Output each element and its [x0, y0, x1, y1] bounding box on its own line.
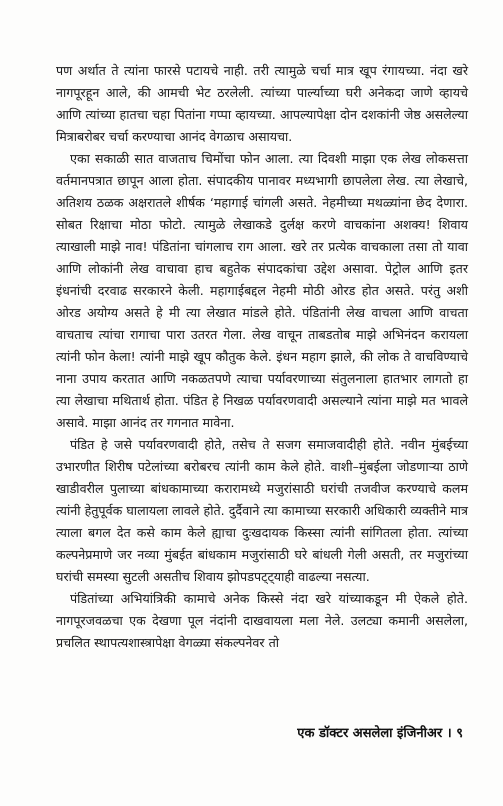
- paragraph-4: पंडितांच्या अभियांत्रिकी कामाचे अनेक किस्से नंदा खरे यांच्याकडून मी ऐकले होते. नागपूरजवळचा एक देखणा पूल नंदांनी दाखवायला मला नेले. उलट्या कमानी असलेला, प्रचलित स्थापत्यशास्त्रापेक्षा वेगळ्या संकल्पनेवर तो: [56, 591, 468, 650]
- paragraph-3: पंडित हे जसे पर्यावरणवादी होते, तसेच ते सजग समाजवादीही होते. नवीन मुंबईच्या उभारणीत शिरीष पटेलांच्या बरोबरच त्यांनी काम केले होते. वाशी–मुंबईला जोडणाऱ्या ठाणे खाडीवरील पुलाच्या बांधकामाच्या करारामध्ये मजुरांसाठी घरांची तजवीज करण्याचे कलम त्यांनी हेतुपूर्वक घालायला लावले होते. दुर्दैवाने त्या कामाच्या सरकारी अधिकारी व्यक्तीने मात्र त्याला बगल देत कसे काम केले ह्याचा दुःखदायक किस्सा त्यांनी सांगितला होता. त्यांच्या कल्पनेप्रमाणे जर नव्या मुंबईत बांधकाम मजुरांसाठी घरे बांधली गेली असती, तर मजुरांच्या घरांची समस्या सुटली असतीच शिवाय झोपडपट्ट्याही वाढल्या नसत्या.: [56, 437, 468, 584]
- body-text: [56, 60, 468, 654]
- paragraph-2: एका सकाळी सात वाजताच चिमोंचा फोन आला. त्या दिवशी माझा एक लेख लोकसत्ता वर्तमानपत्रात छापून आला होता. संपादकीय पानावर मध्यभागी छापलेला लेख. त्या लेखाचे, अतिशय ठळक अक्षरातले शीर्षक ‘महागाई चांगली असते. नेहमीच्या मथळ्यांना छेद देणारा. सोबत रिक्षाचा मोठा फोटो. त्यामुळे लेखाकडे दुर्लक्ष करणे वाचकांना अशक्य! शिवाय त्याखाली माझे नाव! पंडितांना चांगलाच राग आला. खरे तर प्रत्येक वाचकाला तसा तो यावा आणि लोकांनी लेख वाचावा हाच बहुतेक संपादकांचा उद्देश असावा. पेट्रोल आणि इतर इंधनांची दरवाढ सरकारने केली. महागाईबद्दल नेहमी मोठी ओरड होत असते. परंतु अशी ओरड अयोग्य असते हे मी त्या लेखात मांडले होते. पंडितांनी लेख वाचला आणि वाचता वाचताच त्यांचा रागाचा पारा उतरत गेला. लेख वाचून ताबडतोब माझे अभिनंदन करायला त्यांनी फोन केला! त्यांनी माझे खूप कौतुक केले. इंधन महाग झाले, की लोक ते वाचविण्याचे नाना उपाय करतात आणि नकळतपणे त्याचा पर्यावरणाच्या संतुलनाला हातभार लागतो हा त्या लेखाचा मथितार्थ होता. पंडित हे निखळ पर्यावरणवादी असल्याने त्यांना माझे मत भावले असावे. माझा आनंद तर गगनात मावेना.: [56, 151, 468, 430]
- running-footer: एक डॉक्टर असलेला इंजिनीअर । ९: [297, 726, 463, 741]
- paragraph-1: पण अर्थात ते त्यांना फारसे पटायचे नाही. तरी त्यामुळे चर्चा मात्र खूप रंगायच्या. नंदा खरे नागपूरहून आले, की आमची भेट ठरलेली. त्यांच्या पार्ल्याच्या घरी अनेकदा जाणे व्हायचे आणि त्यांच्या हातचा चहा पितांना गप्पा व्हायच्या. आपल्यापेक्षा दोन दशकांनी जेष्ठ असलेल्या मित्राबरोबर चर्चा करण्याचा आनंद वेगळाच असायचा.: [56, 63, 468, 144]
